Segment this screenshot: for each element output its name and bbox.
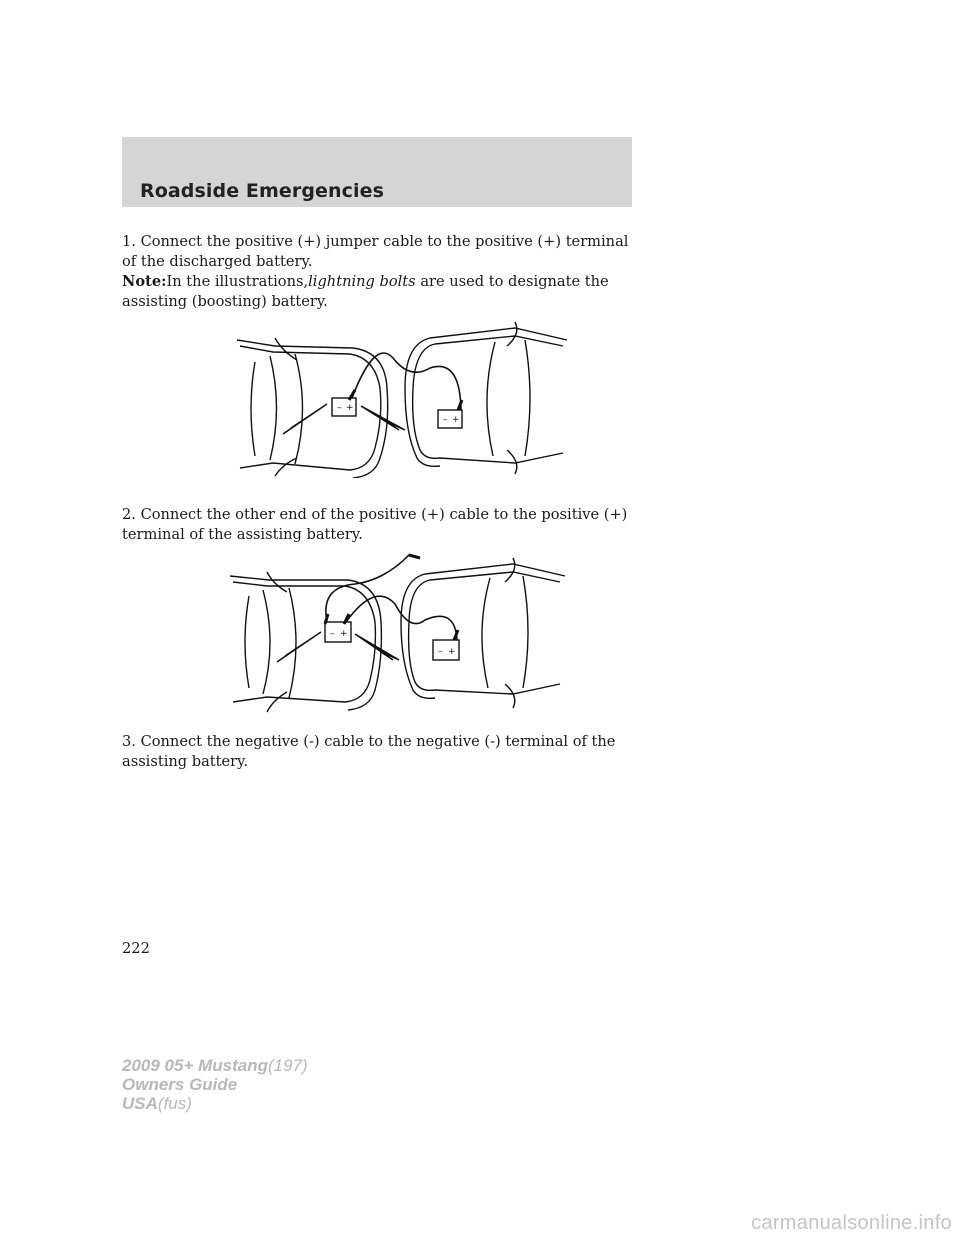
- note-paragraph: [122, 272, 642, 312]
- jumper-figure-1: [225, 318, 575, 478]
- positive-cable-icon: [352, 353, 461, 410]
- jumper-figure-2: [225, 552, 575, 717]
- assisting-battery-icon: [438, 410, 462, 428]
- lightning-bolt-icon: [361, 406, 405, 430]
- lightning-bolt-icon: [283, 404, 327, 434]
- cable-clamp-icon: [409, 555, 420, 558]
- assisting-battery-plus-text: +: [448, 647, 456, 657]
- note-prefix: In the illustrations,: [166, 273, 309, 290]
- assisting-battery-icon: [433, 640, 459, 660]
- assisting-battery-plus-text: +: [452, 415, 460, 425]
- discharged-battery-minus-text: –: [337, 403, 342, 413]
- discharged-battery-plus-text: +: [340, 629, 348, 639]
- step-2-text: 2. Connect the other end of the positive (+) cable to the positive (+) terminal of the assisting battery.: [122, 506, 628, 543]
- discharged-battery-minus-text: –: [330, 629, 335, 639]
- note-suffix: are used to designate the assisting (boosting) battery.: [122, 273, 609, 310]
- watermark: carmanualsonline.info: [751, 1212, 952, 1234]
- footer-market-code: (fus): [157, 1094, 192, 1113]
- footer-market: USA: [122, 1094, 158, 1113]
- step-3-text: 3. Connect the negative (-) cable to the negative (-) terminal of the assisting battery.: [122, 733, 616, 770]
- footer-model: 2009 05+ Mustang: [122, 1056, 268, 1075]
- section-title: Roadside Emergencies: [140, 180, 385, 202]
- assisting-car-icon: [401, 558, 565, 708]
- lightning-bolt-icon: [277, 632, 321, 662]
- page-number: 222: [122, 940, 150, 957]
- lightning-bolt-icon: [355, 634, 399, 660]
- step-1-text: 1. Connect the positive (+) jumper cable to the positive (+) terminal of the discharged battery.: [122, 233, 629, 270]
- assisting-battery-minus-text: –: [438, 647, 443, 657]
- footer-model-code: (197): [268, 1056, 308, 1075]
- discharged-battery-plus-text: +: [346, 403, 354, 413]
- discharged-battery-icon: [332, 398, 356, 416]
- discharged-battery-icon: [325, 622, 351, 642]
- assisting-battery-minus-text: –: [443, 415, 448, 425]
- note-label: Note:: [122, 273, 167, 290]
- footer: [122, 1056, 308, 1113]
- footer-guide: Owners Guide: [122, 1075, 238, 1094]
- note-emphasis: lightning bolts: [308, 273, 416, 290]
- assisting-car-icon: [405, 322, 567, 474]
